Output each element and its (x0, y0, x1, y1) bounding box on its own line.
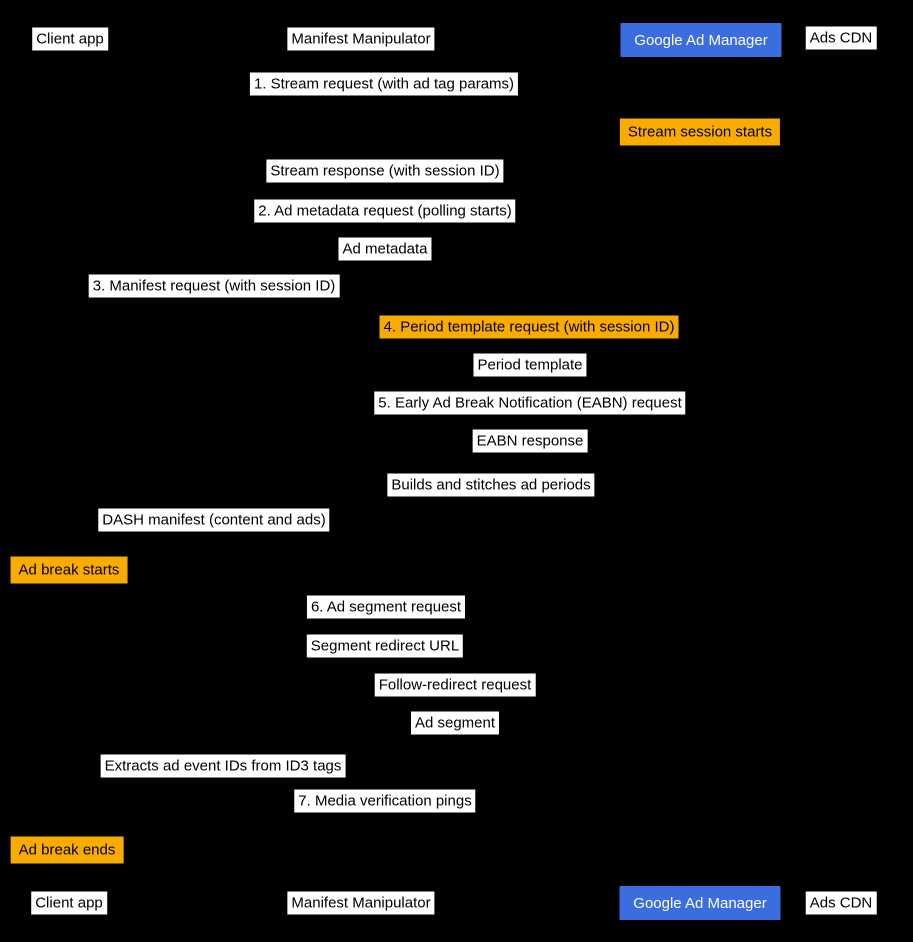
message-stream-response: Stream response (with session ID) (266, 160, 503, 183)
message-ad-segment-request: 6. Ad segment request (307, 596, 465, 619)
actor-google-ad-manager-top: Google Ad Manager (621, 23, 782, 57)
message-dash-manifest: DASH manifest (content and ads) (98, 509, 329, 532)
actor-google-ad-manager-bottom: Google Ad Manager (620, 886, 781, 920)
message-stream-request: 1. Stream request (with ad tag params) (250, 73, 518, 96)
message-extracts-id3: Extracts ad event IDs from ID3 tags (101, 755, 346, 778)
actor-client-app-top: Client app (32, 28, 108, 51)
message-period-template-request: 4. Period template request (with session ID) (380, 316, 679, 339)
message-follow-redirect-request: Follow-redirect request (375, 674, 536, 697)
message-eabn-response: EABN response (473, 430, 588, 453)
message-manifest-request: 3. Manifest request (with session ID) (89, 275, 340, 298)
actor-manifest-manipulator-bottom: Manifest Manipulator (287, 892, 434, 915)
actor-manifest-manipulator-top: Manifest Manipulator (287, 28, 434, 51)
actor-ads-cdn-top: Ads CDN (806, 27, 877, 50)
note-stream-session-starts: Stream session starts (620, 119, 780, 146)
message-eabn-request: 5. Early Ad Break Notification (EABN) request (374, 392, 685, 415)
actor-ads-cdn-bottom: Ads CDN (806, 892, 877, 915)
message-ad-metadata-request: 2. Ad metadata request (polling starts) (254, 200, 515, 223)
message-segment-redirect-url: Segment redirect URL (307, 635, 463, 658)
message-ad-metadata: Ad metadata (338, 238, 431, 261)
message-builds-stitches: Builds and stitches ad periods (387, 474, 594, 497)
actor-client-app-bottom: Client app (31, 892, 107, 915)
message-period-template: Period template (473, 354, 586, 377)
message-ad-segment: Ad segment (411, 712, 499, 735)
note-ad-break-ends: Ad break ends (11, 837, 124, 864)
message-media-verification-pings: 7. Media verification pings (294, 790, 475, 813)
note-ad-break-starts: Ad break starts (11, 557, 128, 584)
